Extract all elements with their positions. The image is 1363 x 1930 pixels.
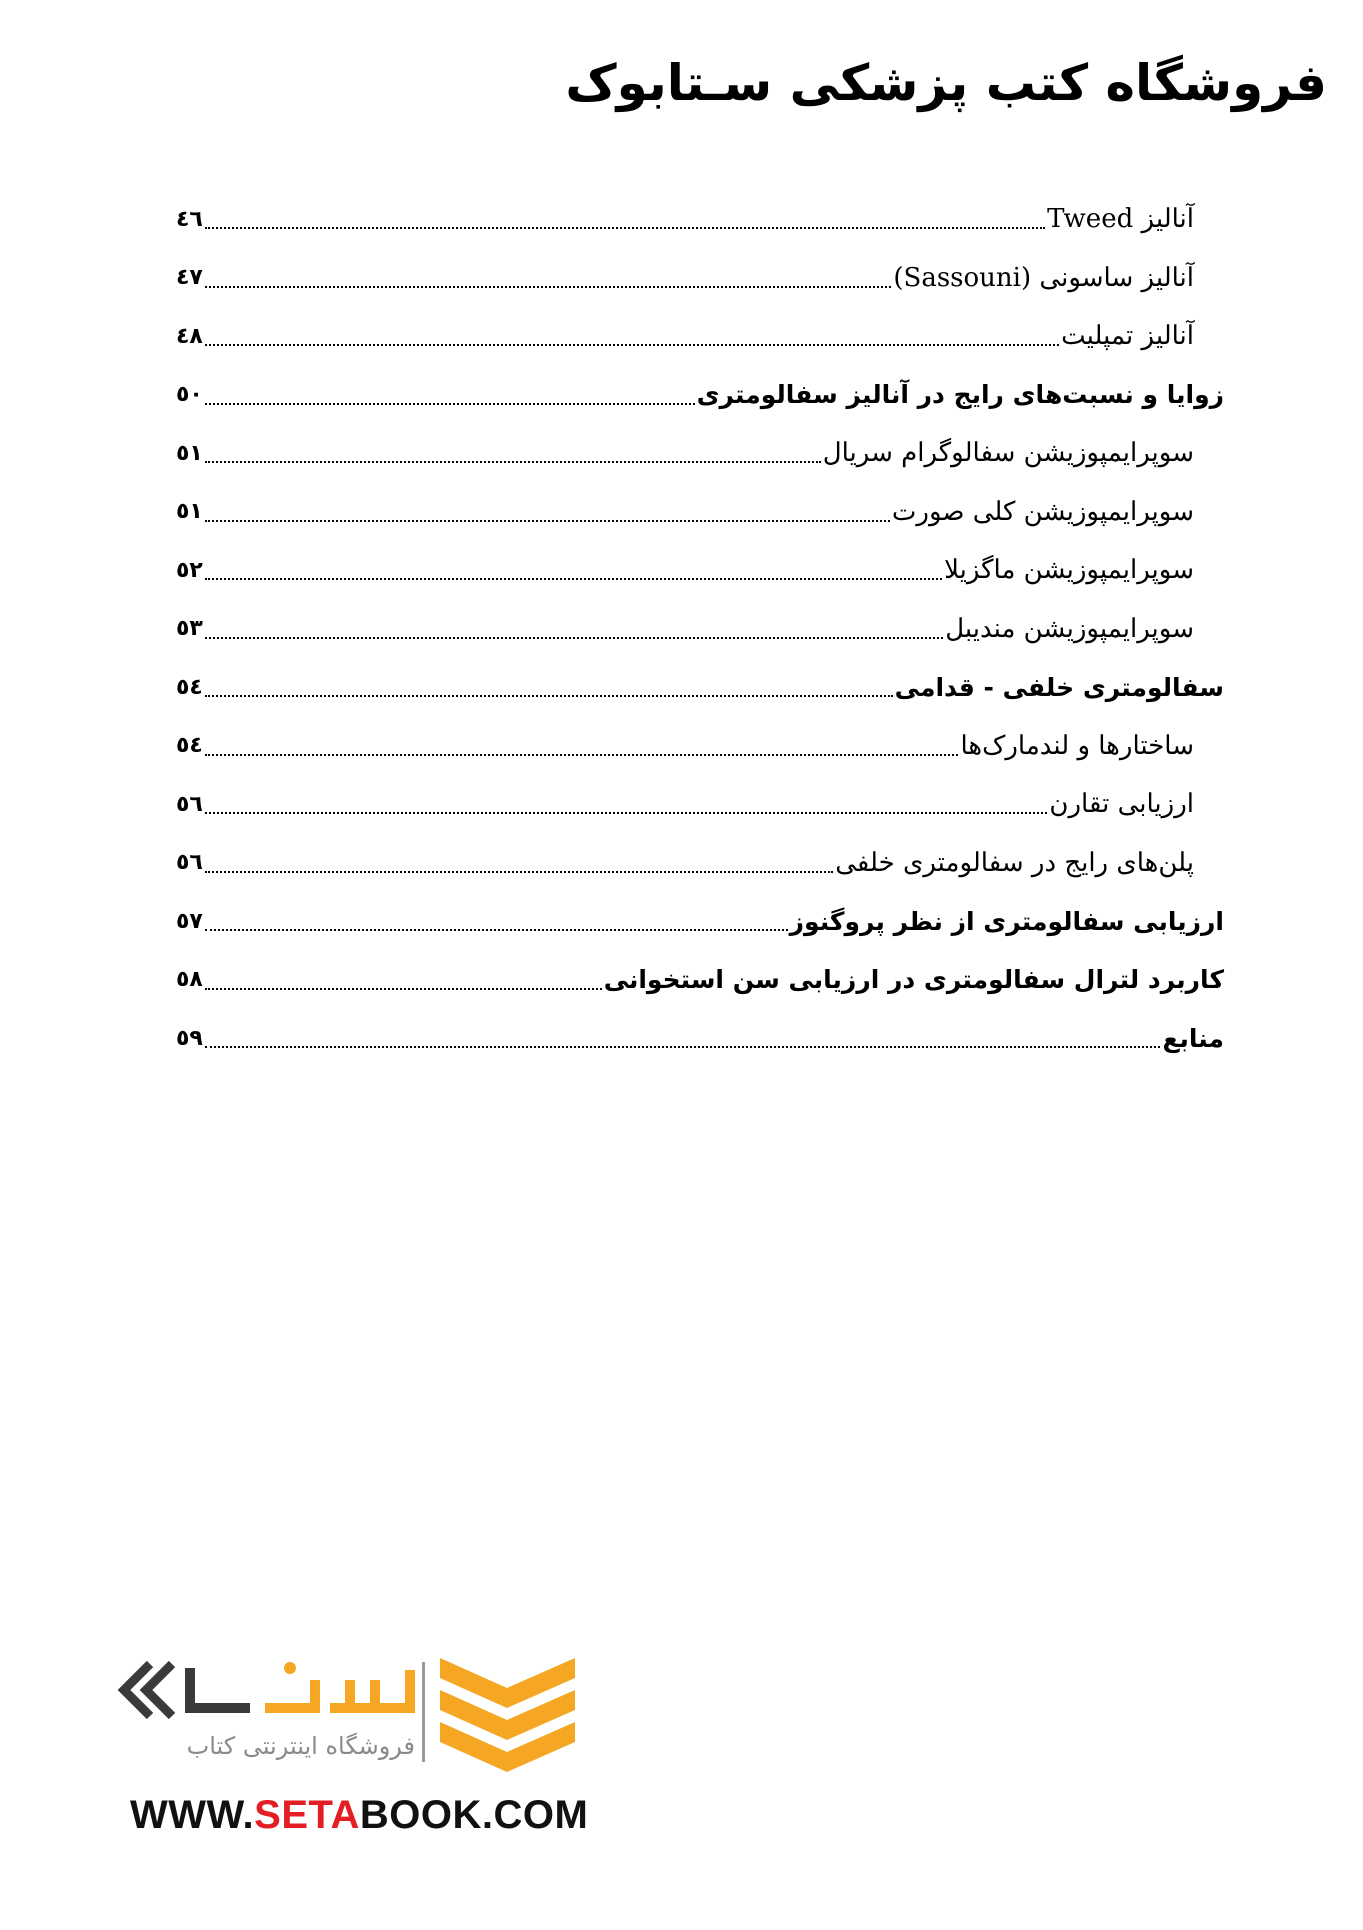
toc-entry[interactable] [176, 600, 1224, 659]
dot-leader [205, 461, 821, 463]
toc-entry[interactable] [176, 424, 1224, 483]
toc-entry-page-number: ٥٨ [176, 967, 203, 993]
setabook-wordmark-icon [110, 1650, 415, 1730]
toc-entry[interactable] [176, 717, 1224, 776]
dot-leader [205, 227, 1045, 229]
toc-entry-page-number: ٥٦ [176, 850, 203, 876]
toc-entry-page-number: ٥٤ [176, 674, 203, 700]
toc-entry-page-number: ٥٩ [176, 1025, 203, 1051]
dot-leader [205, 754, 959, 756]
toc-entry-page-number: ٥٧ [176, 908, 203, 934]
dot-leader [205, 286, 892, 288]
toc-entry-title: زوایا و نسبت‌های رایج در آنالیز سفالومتری [696, 380, 1224, 410]
dot-leader [205, 578, 942, 580]
toc-entry[interactable] [176, 951, 1224, 1010]
website-accent: SETA [254, 1793, 360, 1837]
toc-entry-page-number: ٤٨ [176, 323, 203, 349]
toc-entry-title: سفالومتری خلفی - قدامی [894, 672, 1224, 702]
toc-entry-title: سوپرایمپوزیشن کلی صورت [891, 496, 1194, 527]
dot-leader [205, 871, 833, 873]
toc-entry[interactable] [176, 366, 1224, 425]
book-stripes-icon [440, 1658, 575, 1773]
toc-entry-title: سوپرایمپوزیشن سفالوگرام سریال [822, 438, 1194, 469]
toc-entry[interactable] [176, 775, 1224, 834]
dot-leader [205, 812, 1048, 814]
toc-entry-title: آنالیز Tweed [1047, 204, 1194, 235]
dot-leader [205, 637, 943, 639]
toc-entry-title: آنالیز ساسونی (Sassouni) [893, 262, 1194, 293]
toc-entry-title: پلن‌های رایج در سفالومتری خلفی [835, 847, 1194, 878]
toc-entry-title: ارزیابی تقارن [1049, 789, 1194, 820]
toc-entry-title: منابع [1162, 1023, 1224, 1053]
dot-leader [205, 988, 602, 990]
toc-entry-page-number: ٤٧ [176, 265, 203, 291]
toc-entry-title: ساختارها و لندمارک‌ها [960, 730, 1194, 761]
toc-entry-title: ارزیابی سفالومتری از نظر پروگنوز [789, 906, 1224, 936]
website-url [130, 1793, 588, 1838]
setabook-logo [110, 1650, 580, 1780]
logo-divider [422, 1662, 425, 1762]
toc-entry-title: کاربرد لترال سفالومتری در ارزیابی سن استخوانی [603, 965, 1224, 995]
toc-entry[interactable] [176, 307, 1224, 366]
website-suffix: BOOK.COM [359, 1793, 589, 1837]
toc-entry-title: سوپرایمپوزیشن ماگزیلا [944, 555, 1194, 586]
toc-entry-page-number: ٤٦ [176, 206, 203, 232]
website-prefix: WWW. [130, 1793, 255, 1837]
toc-entry[interactable] [176, 249, 1224, 308]
toc-entry-title: سوپرایمپوزیشن مندیبل [945, 613, 1194, 644]
toc-entry[interactable] [176, 892, 1224, 951]
toc-entry[interactable] [176, 658, 1224, 717]
toc-entry-title: آنالیز تمپلیت [1061, 321, 1194, 352]
toc-entry[interactable] [176, 834, 1224, 893]
dot-leader [205, 1046, 1161, 1048]
toc-entry[interactable] [176, 541, 1224, 600]
toc-entry-page-number: ٥٦ [176, 791, 203, 817]
toc-entry-page-number: ٥٢ [176, 557, 203, 583]
dot-leader [205, 344, 1059, 346]
toc-entry-page-number: ٥١ [176, 440, 203, 466]
toc-entry[interactable] [176, 1009, 1224, 1068]
toc-entry[interactable] [176, 190, 1224, 249]
toc-entry-page-number: ٥٣ [176, 616, 203, 642]
dot-leader [205, 520, 890, 522]
toc-entry-page-number: ٥٤ [176, 733, 203, 759]
page-header-title: فروشگاه کتب پزشکی سـتابوک [565, 54, 1327, 112]
toc-entry[interactable] [176, 483, 1224, 542]
table-of-contents [176, 190, 1224, 1068]
logo-subtitle: فروشگاه اینترنتی کتاب [186, 1732, 415, 1760]
toc-entry-page-number: ٥١ [176, 499, 203, 525]
toc-entry-page-number: ٥٠ [176, 382, 203, 408]
dot-leader [205, 695, 893, 697]
dot-leader [205, 403, 695, 405]
dot-leader [205, 929, 788, 931]
